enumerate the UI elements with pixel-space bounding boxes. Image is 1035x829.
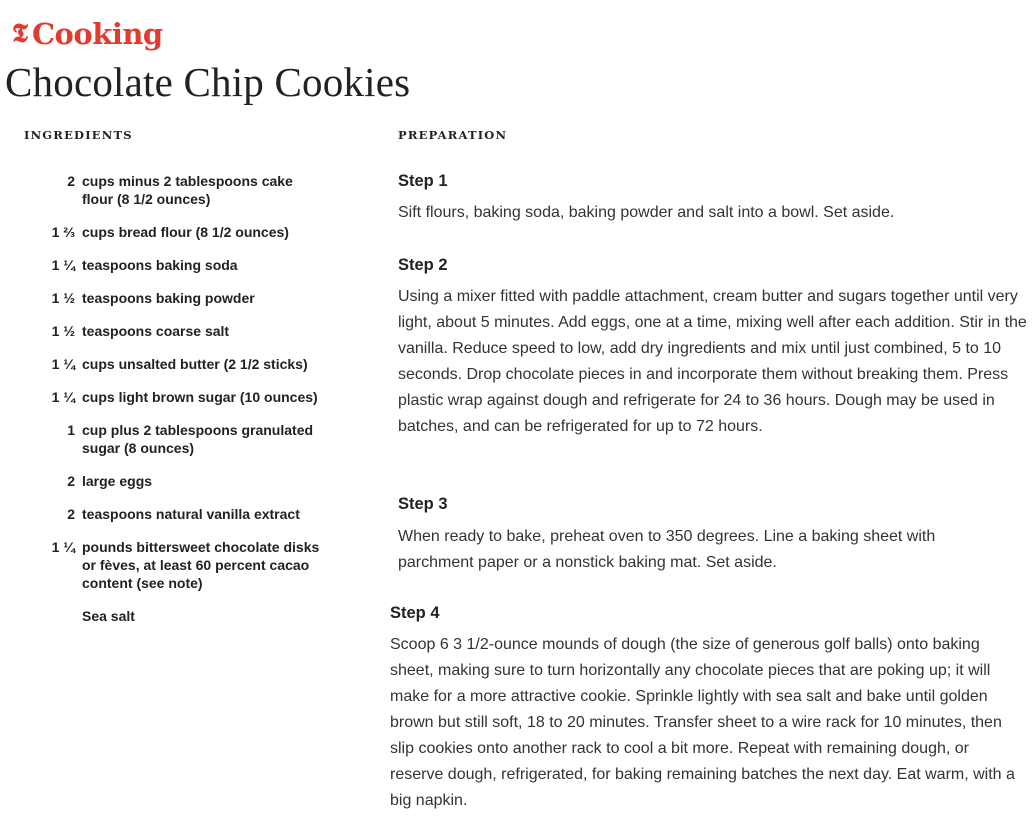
ingredient-item — [0, 505, 345, 523]
brand-name: Cooking — [31, 16, 163, 51]
ingredient-item — [0, 223, 345, 241]
step-3-body: When ready to bake, preheat oven to 350 degrees. Line a baking sheet with parchment paper or a nonstick baking mat. Set aside. — [398, 528, 936, 571]
ingredient-text: pounds bittersweet chocolate disks or fèves, at least 60 percent cacao content (see note) — [82, 539, 320, 591]
step-4-body: Scoop 6 3 1/2-ounce mounds of dough (the size of generous golf balls) onto baking sheet, making sure to turn horizontally any chocolate pieces that are poking up; it will make for a more attractive cookie. Sprinkle lightly with sea salt and bake until golden brown but still soft, 18 to 20 minutes. Transfer sheet to a wire rack for 10 minutes, then slip cookies onto another rack to cool a bit more. Repeat with remaining dough, or reserve dough, refrigerated, for baking remaining batches the next day. Eat warm, with a big napkin. — [390, 636, 1015, 809]
ingredient-text: cups bread flour (8 1/2 ounces) — [82, 224, 289, 240]
ingredient-item — [0, 472, 345, 490]
ingredient-qty: 1 — [67, 422, 75, 438]
ingredient-qty: 1 ½ — [51, 323, 75, 339]
ingredient-qty: 2 — [67, 506, 75, 522]
ingredient-text: large eggs — [82, 473, 153, 489]
step-3-title: Step 3 — [398, 495, 448, 513]
ingredient-item — [0, 172, 345, 208]
ingredient-qty: 2 — [67, 173, 75, 189]
step-2-title: Step 2 — [398, 256, 448, 274]
ingredients-heading: INGREDIENTS — [24, 128, 133, 142]
ingredient-item — [0, 388, 345, 406]
nyt-logo-icon: 𝕿 — [12, 19, 28, 49]
ingredient-text: cup plus 2 tablespoons granulated sugar (8 ounces) — [82, 422, 314, 456]
ingredient-qty — [0, 607, 82, 625]
preparation-heading: PREPARATION — [398, 128, 508, 142]
step-2-body: Using a mixer fitted with paddle attachment, cream butter and sugars together until very light, about 5 minutes. Add eggs, one at a time, mixing well after each addition. Stir in the vanilla. Reduce speed to low, add dry ingredients and mix until just combined, 5 to 10 seconds. Drop chocolate pieces in and incorporate them without breaking them. Press plastic wrap against dough and refrigerate for 24 to 36 hours. Dough may be used in batches, and can be refrigerated for up to 72 hours. — [398, 288, 1027, 435]
ingredient-item — [0, 538, 345, 592]
step-1-body: Sift flours, baking soda, baking powder and salt into a bowl. Set aside. — [398, 204, 895, 221]
ingredient-qty: 1 ¼ — [51, 356, 75, 372]
ingredient-item — [0, 355, 345, 373]
ingredient-item — [0, 256, 345, 274]
ingredient-qty: 1 ½ — [51, 290, 75, 306]
ingredient-text: cups light brown sugar (10 ounces) — [82, 389, 318, 405]
step-1-title: Step 1 — [398, 172, 448, 190]
ingredient-qty: 2 — [67, 473, 75, 489]
ingredient-item — [0, 289, 345, 307]
ingredient-text: teaspoons baking powder — [82, 290, 255, 306]
ingredient-qty: 1 ⅔ — [51, 224, 75, 240]
ingredient-text: Sea salt — [82, 608, 135, 624]
ingredient-item — [0, 421, 345, 457]
ingredient-text: teaspoons baking soda — [82, 257, 238, 273]
ingredient-text: teaspoons natural vanilla extract — [82, 506, 300, 522]
ingredient-qty: 1 ¼ — [51, 257, 75, 273]
brand-header[interactable] — [12, 14, 163, 54]
ingredient-qty: 1 ¼ — [51, 389, 75, 405]
ingredient-text: cups minus 2 tablespoons cake flour (8 1/2 ounces) — [82, 173, 293, 207]
ingredient-item — [0, 607, 345, 625]
ingredient-qty: 1 ¼ — [51, 539, 75, 555]
ingredient-item — [0, 322, 345, 340]
step-4-title: Step 4 — [390, 604, 440, 622]
recipe-title: Chocolate Chip Cookies — [5, 59, 411, 105]
ingredient-text: cups unsalted butter (2 1/2 sticks) — [82, 356, 308, 372]
ingredient-text: teaspoons coarse salt — [82, 323, 230, 339]
